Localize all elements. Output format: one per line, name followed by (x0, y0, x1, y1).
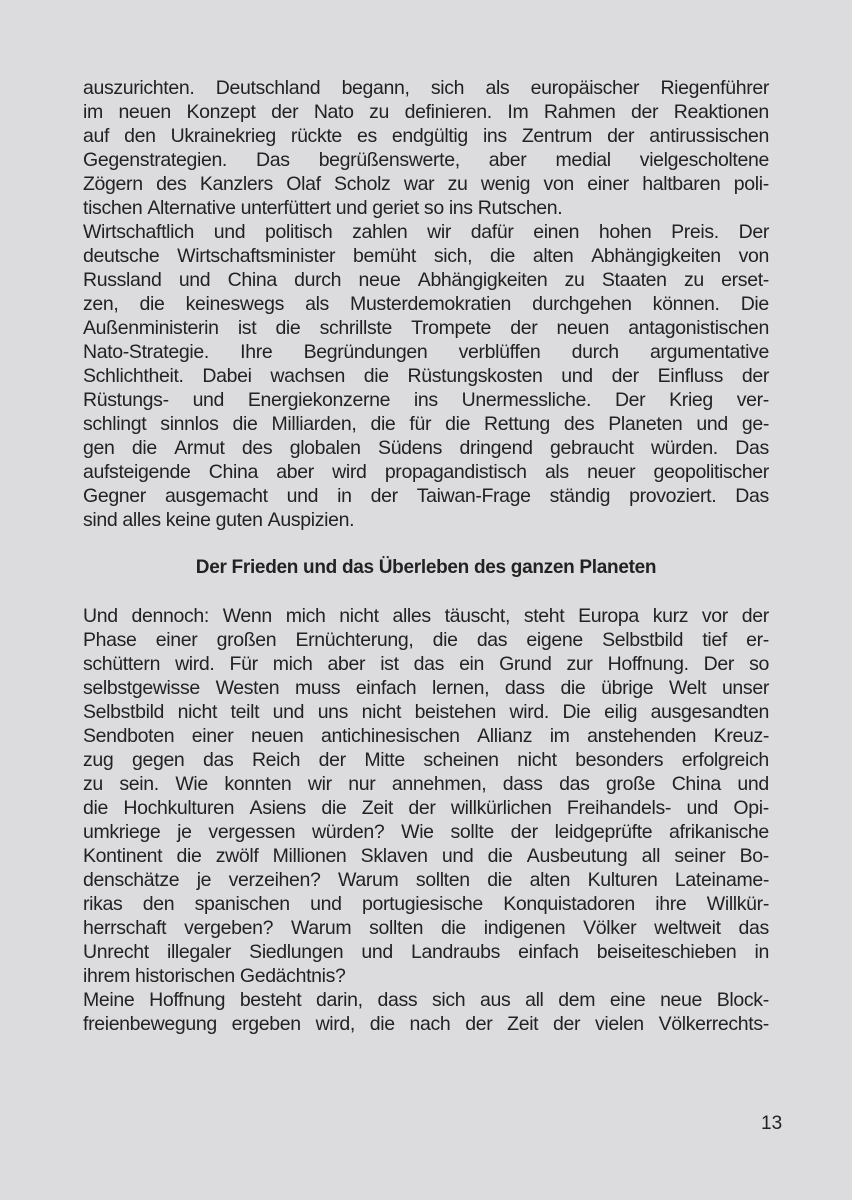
text-line: Zögern des Kanzlers Olaf Scholz war zu wenig von einer haltbaren poli- (83, 173, 769, 195)
text-line: zug gegen das Reich der Mitte scheinen nicht besonders erfolgreich (83, 749, 769, 771)
text-line: Und dennoch: Wenn mich nicht alles täuscht, steht Europa kurz vor der (83, 605, 769, 627)
text-line: Wirtschaftlich und politisch zahlen wir dafür einen hohen Preis. Der (83, 221, 769, 243)
text-line: schüttern wird. Für mich aber ist das ein Grund zur Hoffnung. Der so (83, 653, 769, 675)
text-line: gen die Armut des globalen Südens dringend gebraucht würden. Das (83, 437, 769, 459)
paragraph (83, 220, 769, 532)
text-line: Russland und China durch neue Abhängigkeiten zu Staaten zu erset- (83, 269, 769, 291)
text-before-heading (83, 76, 769, 532)
paragraph (83, 76, 769, 220)
paragraph (83, 604, 769, 988)
text-line: die Hochkulturen Asiens die Zeit der willkürlichen Freihandels- und Opi- (83, 797, 769, 819)
text-line: ihrem historischen Gedächtnis? (83, 965, 346, 987)
text-line: aufsteigende China aber wird propagandistisch als neuer geopolitischer (83, 461, 769, 483)
text-line: auf den Ukrainekrieg rückte es endgültig ins Zentrum der antirussischen (83, 125, 769, 147)
text-line: Kontinent die zwölf Millionen Sklaven und die Ausbeutung all seiner Bo- (83, 845, 769, 867)
text-line: sind alles keine guten Auspizien. (83, 509, 355, 531)
text-line: Schlichtheit. Dabei wachsen die Rüstungskosten und der Einfluss der (83, 365, 769, 387)
text-line: denschätze je verzeihen? Warum sollten die alten Kulturen Lateiname- (83, 869, 769, 891)
section-heading: Der Frieden und das Überleben des ganzen Planeten (195, 557, 657, 578)
text-line: tischen Alternative unterfüttert und geriet so ins Rutschen. (83, 197, 563, 219)
text-line: Selbstbild nicht teilt und uns nicht beistehen wird. Die eilig ausgesandten (83, 701, 769, 723)
text-line: im neuen Konzept der Nato zu definieren. Im Rahmen der Reaktionen (83, 101, 769, 123)
text-line: Gegenstrategien. Das begrüßenswerte, aber medial vielgescholtene (83, 149, 769, 171)
text-line: zu sein. Wie konnten wir nur annehmen, dass das große China und (83, 773, 769, 795)
text-line: selbstgewisse Westen muss einfach lernen, dass die übrige Welt unser (83, 677, 769, 699)
paragraph (83, 988, 769, 1036)
text-line: zen, die keineswegs als Musterdemokratien durchgehen können. Die (83, 293, 769, 315)
text-line: Gegner ausgemacht und in der Taiwan-Frage ständig provoziert. Das (83, 485, 769, 507)
text-line: deutsche Wirtschaftsminister bemüht sich, die alten Abhängigkeiten von (83, 245, 769, 267)
text-line: Rüstungs- und Energiekonzerne ins Unermessliche. Der Krieg ver- (83, 389, 769, 411)
text-line: rikas den spanischen und portugiesische Konquistadoren ihre Willkür- (83, 893, 769, 915)
text-line: Phase einer großen Ernüchterung, die das eigene Selbstbild tief er- (83, 629, 769, 651)
text-line: freienbewegung ergeben wird, die nach der Zeit der vielen Völkerrechts- (83, 1013, 769, 1035)
text-line: Nato-Strategie. Ihre Begründungen verblüffen durch argumentative (83, 341, 769, 363)
text-line: Unrecht illegaler Siedlungen und Landraubs einfach beiseiteschieben in (83, 941, 769, 963)
text-line: schlingt sinnlos die Milliarden, die für die Rettung des Planeten und ge- (83, 413, 769, 435)
document-page (83, 76, 769, 1036)
text-line: herrschaft vergeben? Warum sollten die indigenen Völker weltweit das (83, 917, 769, 939)
text-after-heading (83, 604, 769, 1036)
text-line: umkriege je vergessen würden? Wie sollte der leidgeprüfte afrikanische (83, 821, 769, 843)
page-number: 13 (761, 1113, 783, 1134)
text-line: Außenministerin ist die schrillste Trompete der neuen antagonistischen (83, 317, 769, 339)
text-line: auszurichten. Deutschland begann, sich als europäischer Riegenführer (83, 77, 769, 99)
text-line: Meine Hoffnung besteht darin, dass sich aus all dem eine neue Block- (83, 989, 769, 1011)
text-line: Sendboten einer neuen antichinesischen Allianz im anstehenden Kreuz- (83, 725, 769, 747)
